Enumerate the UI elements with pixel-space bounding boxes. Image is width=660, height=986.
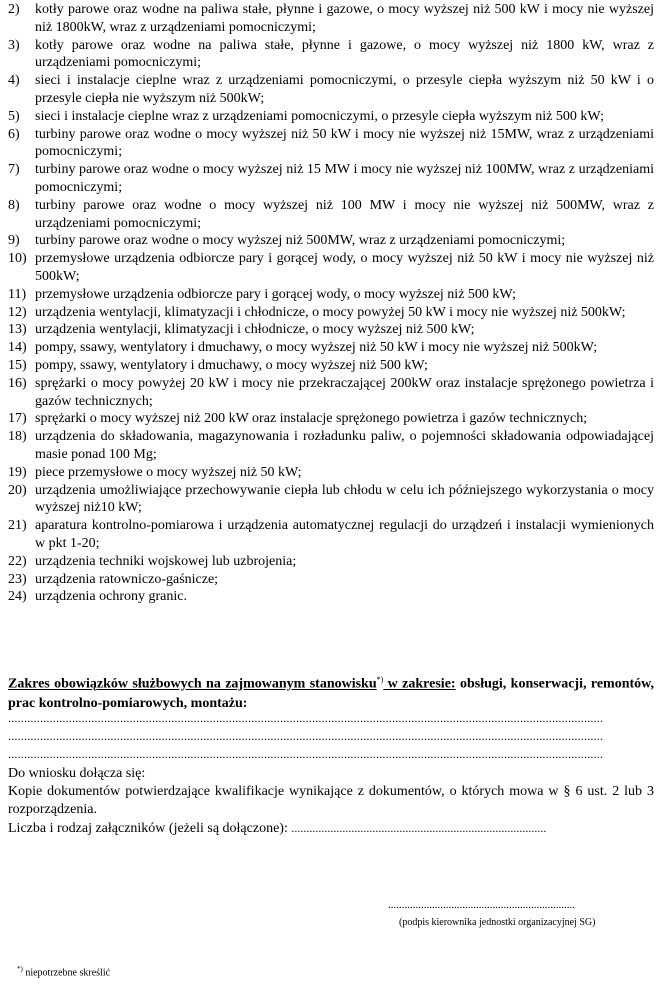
list-item-text: turbiny parowe oraz wodne o mocy wyższej niż 15 MW i mocy nie wyższej niż 100MW, wraz z urządzeniami pomocniczymi; (35, 162, 654, 195)
list-item-text: aparatura kontrolno-pomiarowa i urządzenia automatycznej regulacji do urządzeń i instalacji wymienionych w pkt 1-20; (35, 518, 654, 551)
list-item-number: 16) (8, 375, 27, 391)
list-item-text: urządzenia wentylacji, klimatyzacji i chłodnicze, o mocy wyższej niż 500 kW; (35, 322, 475, 338)
list-item-text: urządzenia ratowniczo-gaśnicze; (35, 571, 219, 587)
attachments-count-label: Liczba i rodzaj załączników (jeżeli są dołączone): (8, 821, 292, 836)
list-item-text: sprężarki o mocy wyższej niż 200 kW oraz instalacje sprężonego powietrza i gazów technicznych; (35, 411, 588, 427)
list-item-text: pompy, ssawy, wentylatory i dmuchawy, o mocy wyższej niż 500 kW; (35, 357, 428, 373)
list-item-number: 24) (8, 589, 27, 605)
list-item-text: sieci i instalacje cieplne wraz z urządzeniami pomocniczymi, o przesyle ciepła wyższym niż 50 kW i o przesyle ciepła nie wyższym niż 500kW; (35, 73, 654, 106)
signature-label: (podpis kierownika jednostki organizacyjnej SG) (399, 917, 596, 928)
list-item (8, 588, 654, 606)
list-item (8, 321, 654, 339)
list-item-text: urządzenia ochrony granic. (35, 589, 187, 605)
list-item-text: urządzenia wentylacji, klimatyzacji i chłodnicze, o mocy powyżej 50 kW i mocy nie wyższej niż 500kW; (35, 304, 626, 320)
duties-fill-line-2[interactable]: .......................................................................................................................................................................................... (8, 729, 604, 743)
list-item (8, 286, 654, 304)
list-item-text: piece przemysłowe o mocy wyższej niż 50 kW; (35, 464, 302, 480)
duties-fill-line-1[interactable]: .......................................................................................................................................................................................... (8, 711, 604, 725)
list-item (8, 571, 654, 589)
list-item-number: 23) (8, 571, 27, 587)
footnote-mark: *) (17, 965, 23, 973)
list-item-number: 22) (8, 553, 27, 569)
list-item-number: 18) (8, 429, 27, 445)
signature-field[interactable]: .................................................................... (388, 899, 575, 911)
list-item-number: 19) (8, 464, 27, 480)
list-item-number: 5) (8, 108, 20, 124)
list-item-number: 14) (8, 340, 27, 356)
list-item-text: urządzenia techniki wojskowej lub uzbrojenia; (35, 553, 297, 569)
list-item-text: sieci i instalacje cieplne wraz z urządzeniami pomocniczymi, o przesyle ciepła wyższym niż 500 kW; (35, 108, 604, 124)
duties-fill-line-3[interactable]: .......................................................................................................................................................................................... (8, 747, 604, 761)
list-item (8, 197, 654, 233)
duties-heading (8, 670, 654, 713)
list-item-number: 9) (8, 233, 20, 249)
list-item (8, 482, 654, 518)
list-item-number: 11) (8, 286, 27, 302)
list-item (8, 410, 654, 428)
list-item (8, 517, 654, 553)
list-item-number: 8) (8, 197, 20, 213)
list-item (8, 126, 654, 162)
list-item (8, 37, 654, 73)
list-item (8, 232, 654, 250)
attachments-intro: Do wniosku dołącza się: (8, 766, 146, 781)
list-item (8, 553, 654, 571)
list-item-number: 4) (8, 73, 20, 89)
equipment-list (8, 1, 654, 606)
list-item (8, 250, 654, 286)
list-item-text: urządzenia do składowania, magazynowania i rozładunku paliw, o pojemności składowania odpowiadającej masie ponad 100 Mg; (35, 429, 654, 462)
duties-footnote-mark: *) (376, 675, 384, 684)
duties-heading-scope: w zakresie: (383, 676, 456, 692)
list-item-text: urządzenia umożliwiające przechowywanie ciepła lub chłodu w celu ich późniejszego wykorzystania o mocy wyższej niż10 kW; (35, 482, 654, 516)
list-item (8, 428, 654, 464)
list-item-number: 15) (8, 357, 27, 373)
list-item-text: turbiny parowe oraz wodne o mocy wyższej niż 100 MW i mocy nie wyższej niż 500MW, wraz z urządzeniami pomocniczymi; (35, 197, 654, 231)
attachments-copies: Kopie dokumentów potwierdzające kwalifikacje wynikające z dokumentów, o których mowa w § 6 ust. 2 lub 3 rozporządzenia. (8, 784, 654, 817)
list-item-number: 10) (8, 251, 27, 267)
list-item-text: turbiny parowe oraz wodne o mocy wyższej niż 500MW, wraz z urządzeniami pomocniczymi; (35, 233, 566, 249)
footnote (17, 965, 110, 978)
list-item (8, 72, 654, 108)
duties-heading-underlined: Zakres obowiązków służbowych na zajmowanym stanowisku (8, 676, 377, 692)
list-item (8, 108, 654, 126)
list-item-number: 13) (8, 322, 27, 338)
list-item (8, 375, 654, 411)
list-item (8, 357, 654, 375)
list-item-text: kotły parowe oraz wodne na paliwa stałe, płynne i gazowe, o mocy wyższej niż 1800 kW, wraz z urządzeniami pomocniczymi; (35, 37, 654, 71)
list-item-text: przemysłowe urządzenia odbiorcze pary i gorącej wody, o mocy wyższej niż 500 kW; (35, 286, 516, 302)
list-item (8, 304, 654, 322)
attachments-count (8, 819, 654, 838)
duties-heading-rest: obsługi, konserwacji, remontów, prac kontrolno-pomiarowych, montażu: (8, 676, 654, 711)
list-item (8, 339, 654, 357)
attachments-count-field[interactable]: ..................................................................................... (291, 821, 547, 835)
list-item-number: 21) (8, 518, 27, 534)
list-item (8, 1, 654, 37)
list-item-number: 3) (8, 37, 20, 53)
list-item-text: przemysłowe urządzenia odbiorcze pary i gorącej wody, o mocy wyższej niż 50 kW i mocy nie wyższej niż 500kW; (35, 251, 654, 284)
list-item-number: 20) (8, 482, 27, 498)
list-item-text: sprężarki o mocy powyżej 20 kW i mocy nie przekraczającej 200kW oraz instalacje sprężonego powietrza i gazów technicznych; (35, 375, 654, 409)
list-item (8, 161, 654, 197)
list-item-text: pompy, ssawy, wentylatory i dmuchawy, o mocy wyższej niż 50 kW i mocy nie wyższej niż 500kW; (35, 340, 598, 356)
footnote-text: niepotrzebne skreślić (22, 967, 111, 979)
list-item-text: turbiny parowe oraz wodne o mocy wyższej niż 50 kW i mocy nie wyższej niż 15MW, wraz z urządzeniami pomocniczymi; (35, 126, 654, 160)
list-item (8, 464, 654, 482)
list-item-number: 12) (8, 304, 27, 320)
list-item-number: 17) (8, 411, 27, 427)
list-item-number: 2) (8, 2, 20, 17)
list-item-number: 6) (8, 126, 20, 142)
list-item-text: kotły parowe oraz wodne na paliwa stałe, płynne i gazowe, o mocy wyższej niż 500 kW i mocy nie wyższej niż 1800kW, wraz z urządzeniami pomocniczymi; (35, 2, 654, 35)
list-item-number: 7) (8, 162, 20, 178)
